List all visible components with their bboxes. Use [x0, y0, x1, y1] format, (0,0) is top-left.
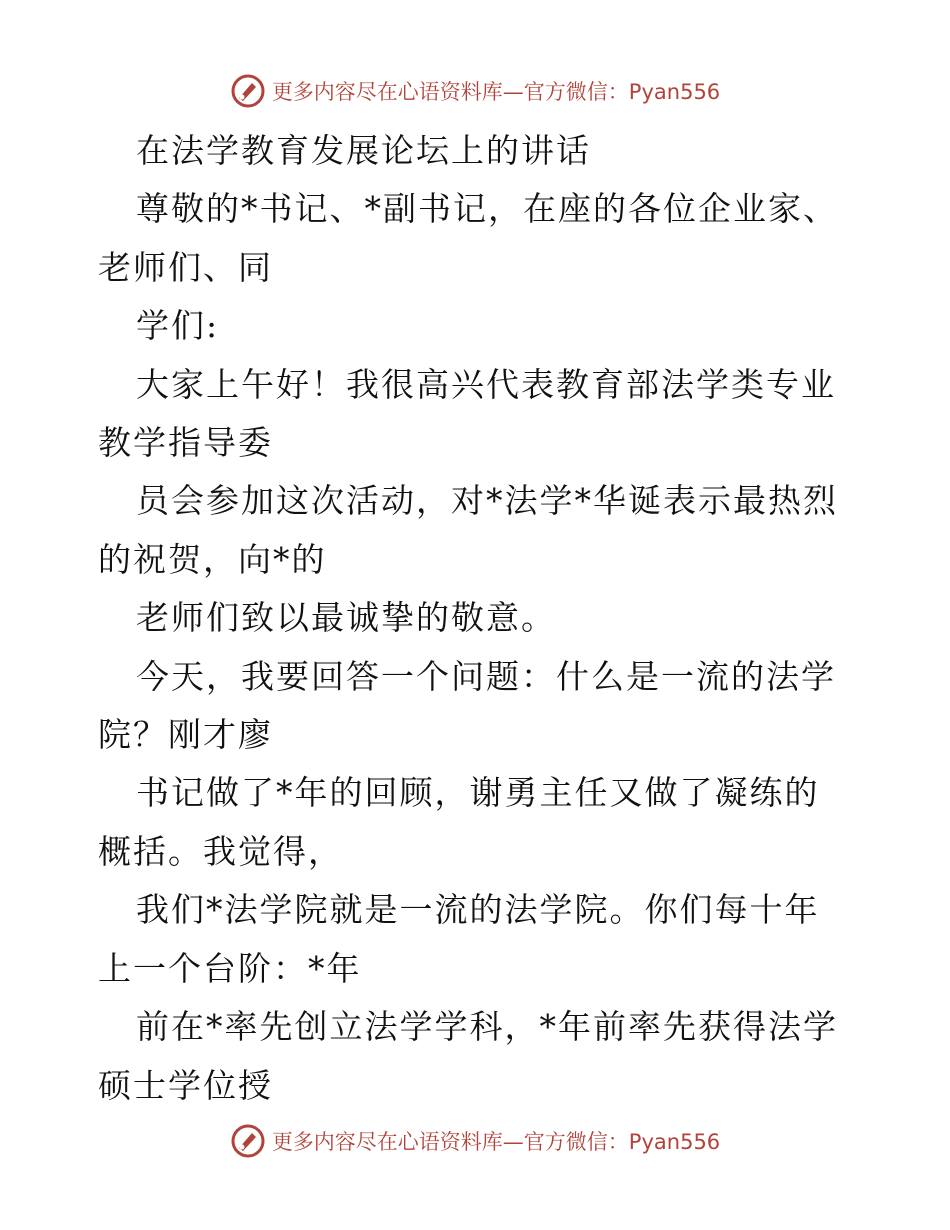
paragraph: 今天，我要回答一个问题：什么是一流的法学院？刚才廖 — [98, 656, 836, 755]
paragraph: 员会参加这次活动，对*法学*华诞表示最热烈的祝贺，向*的 — [98, 481, 838, 579]
watermark-banner-bottom — [0, 1121, 950, 1161]
paragraph: 尊敬的*书记、*副书记，在座的各位企业家、老师们、同 — [98, 189, 838, 287]
paragraph: 我们*法学院就是一流的法学院。你们每十年上一个台阶：*年 — [98, 890, 820, 988]
pen-logo-icon — [230, 1123, 266, 1159]
document-body — [98, 122, 850, 1115]
watermark-text: 更多内容尽在心语资料库—官方微信：Pyan556 — [271, 80, 721, 104]
document-title: 在法学教育发展论坛上的讲话 — [136, 131, 591, 170]
paragraph: 学们: — [136, 306, 220, 346]
paragraph: 前在*率先创立法学学科，*年前率先获得法学硕士学位授 — [98, 1007, 838, 1105]
watermark-banner-top — [0, 71, 950, 111]
paragraph: 老师们致以最诚挚的敬意。 — [136, 598, 556, 638]
paragraph: 书记做了*年的回顾，谢勇主任又做了凝练的概括。我觉得， — [98, 773, 820, 871]
watermark-text: 更多内容尽在心语资料库—官方微信：Pyan556 — [271, 1130, 721, 1154]
paragraph: 大家上午好！我很高兴代表教育部法学类专业教学指导委 — [98, 364, 836, 463]
pen-logo-icon — [230, 73, 266, 109]
